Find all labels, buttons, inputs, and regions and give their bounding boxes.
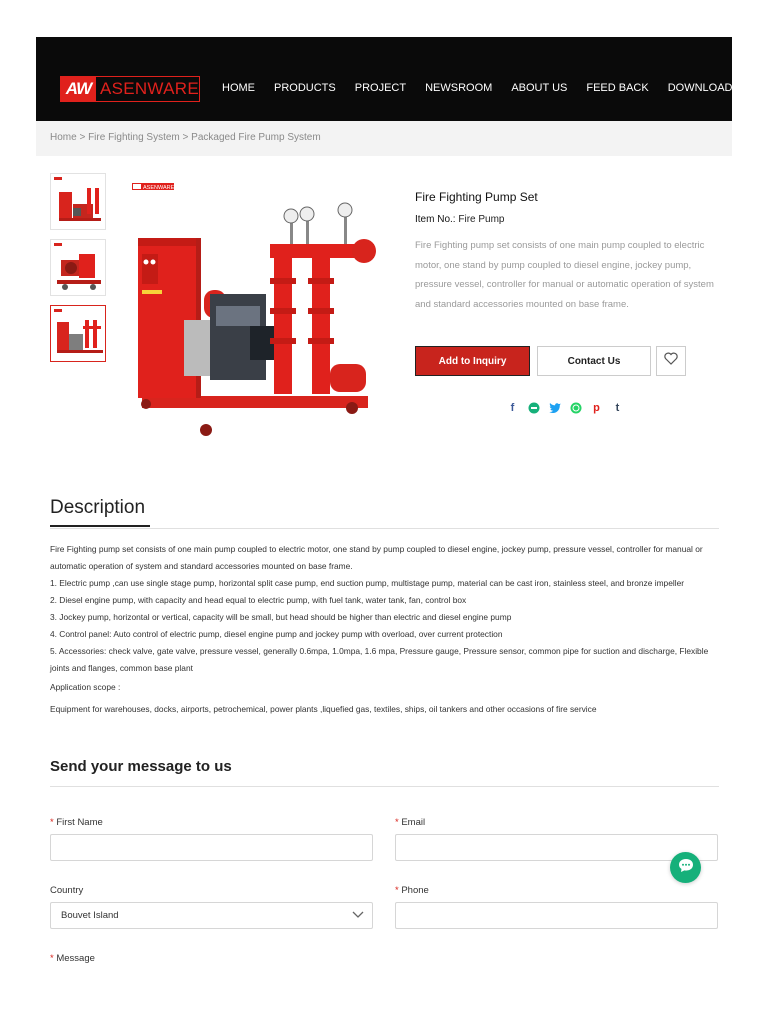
country-select-value: Bouvet Island bbox=[61, 910, 119, 921]
logo-mark: AW bbox=[61, 77, 96, 101]
product-main-image[interactable] bbox=[130, 178, 380, 440]
twitter-icon[interactable] bbox=[547, 400, 562, 415]
application-scope-label: Application scope : bbox=[50, 682, 121, 692]
site-header bbox=[36, 37, 732, 121]
description-paragraph: 1. Electric pump ,can use single stage pump, horizontal split case pump, end suction pump, multistage pump, material can be cast iron, stainless steel, and bronze impeller bbox=[50, 578, 685, 588]
chevron-down-icon bbox=[352, 911, 364, 922]
country-label: Country bbox=[50, 885, 84, 896]
description-paragraph: 2. Diesel engine pump, with capacity and head equal to electric pump, with fuel tank, water tank, fan, control box bbox=[50, 595, 467, 605]
first-name-label: * First Name bbox=[50, 817, 103, 828]
nav-newsroom[interactable]: NEWSROOM bbox=[425, 82, 493, 94]
nav-project[interactable]: PROJECT bbox=[354, 82, 407, 94]
phone-label: * Phone bbox=[395, 885, 429, 896]
message-label: * Message bbox=[50, 953, 95, 964]
line-icon[interactable] bbox=[526, 400, 541, 415]
message-form-heading: Send your message to us bbox=[50, 758, 232, 775]
first-name-field[interactable] bbox=[50, 834, 373, 861]
add-to-inquiry-button[interactable]: Add to Inquiry bbox=[415, 346, 530, 376]
brand-logo[interactable] bbox=[60, 76, 200, 102]
product-summary: Fire Fighting pump set consists of one main pump coupled to electric motor, one stand by pump coupled to diesel engine, jockey pump, pressure vessel, controller for manual or automatic operation of system and standard accessories mounted on base frame. bbox=[415, 240, 714, 310]
product-title: Fire Fighting Pump Set bbox=[415, 190, 538, 204]
image-logo-text: ASENWARE bbox=[143, 185, 175, 191]
breadcrumb-bar bbox=[36, 121, 732, 156]
facebook-icon[interactable]: f bbox=[510, 401, 515, 414]
nav-home[interactable]: HOME bbox=[222, 82, 255, 94]
gallery-thumbnail-3[interactable] bbox=[50, 305, 106, 362]
description-heading: Description bbox=[50, 497, 146, 518]
nav-products[interactable]: PRODUCTS bbox=[274, 82, 336, 94]
description-paragraph: 5. Accessories: check valve, gate valve, pressure vessel, generally 0.6mpa, 1.0mpa, 1.6 mpa, Pressure gauge, Pressure sensor, common pipe for suction and discharge, Flexible joints and flanges, common base plant bbox=[50, 646, 709, 673]
required-mark: * bbox=[50, 953, 54, 964]
chat-bubble-icon bbox=[678, 858, 694, 878]
required-mark: * bbox=[395, 885, 399, 896]
share-bar bbox=[505, 400, 631, 415]
description-divider bbox=[50, 528, 719, 529]
application-scope-text: Equipment for warehouses, docks, airports, petrochemical, power plants ,liquefied gas, textiles, ships, oil tankers and other occasions of fire service bbox=[50, 704, 597, 714]
description-paragraph: Fire Fighting pump set consists of one main pump coupled to electric motor, one stand by pump coupled to diesel engine, jockey pump, pressure vessel, controller for manual or automatic operation of system and standard accessories mounted on base frame. bbox=[50, 544, 703, 571]
tumblr-icon[interactable]: t bbox=[615, 401, 620, 414]
pinterest-icon[interactable]: p bbox=[593, 401, 600, 414]
main-nav bbox=[222, 82, 751, 94]
whatsapp-icon[interactable] bbox=[568, 400, 583, 415]
description-paragraph: 4. Control panel: Auto control of electric pump, diesel engine pump and jockey pump with overload, over current protection bbox=[50, 629, 503, 639]
description-underline bbox=[50, 525, 150, 527]
country-select[interactable] bbox=[50, 902, 373, 929]
chat-button[interactable] bbox=[670, 852, 701, 883]
logo-text: ASENWARE bbox=[99, 79, 199, 98]
description-paragraph: 3. Jockey pump, horizontal or vertical, capacity will be small, but head should be higher than electric and diesel engine pump bbox=[50, 612, 512, 622]
nav-about-us[interactable]: ABOUT US bbox=[511, 82, 568, 94]
heart-icon bbox=[664, 352, 678, 370]
gallery-thumbnail-2[interactable] bbox=[50, 239, 106, 296]
item-number bbox=[415, 214, 504, 225]
item-number-label: Item No.: bbox=[415, 214, 456, 225]
email-label: * Email bbox=[395, 817, 426, 828]
item-number-value: Fire Pump bbox=[458, 214, 505, 225]
breadcrumb[interactable]: Home > Fire Fighting System > Packaged Fire Pump System bbox=[50, 132, 321, 143]
phone-field[interactable] bbox=[395, 902, 718, 929]
required-mark: * bbox=[50, 817, 54, 828]
description-body bbox=[50, 541, 725, 718]
message-form-divider bbox=[50, 786, 719, 787]
email-field[interactable] bbox=[395, 834, 718, 861]
favorite-button[interactable] bbox=[656, 346, 686, 376]
nav-download[interactable]: DOWNLOAD bbox=[667, 82, 733, 94]
nav-feed-back[interactable]: FEED BACK bbox=[586, 82, 649, 94]
gallery-thumbnail-1[interactable] bbox=[50, 173, 106, 230]
contact-us-button[interactable]: Contact Us bbox=[537, 346, 651, 376]
required-mark: * bbox=[395, 817, 399, 828]
